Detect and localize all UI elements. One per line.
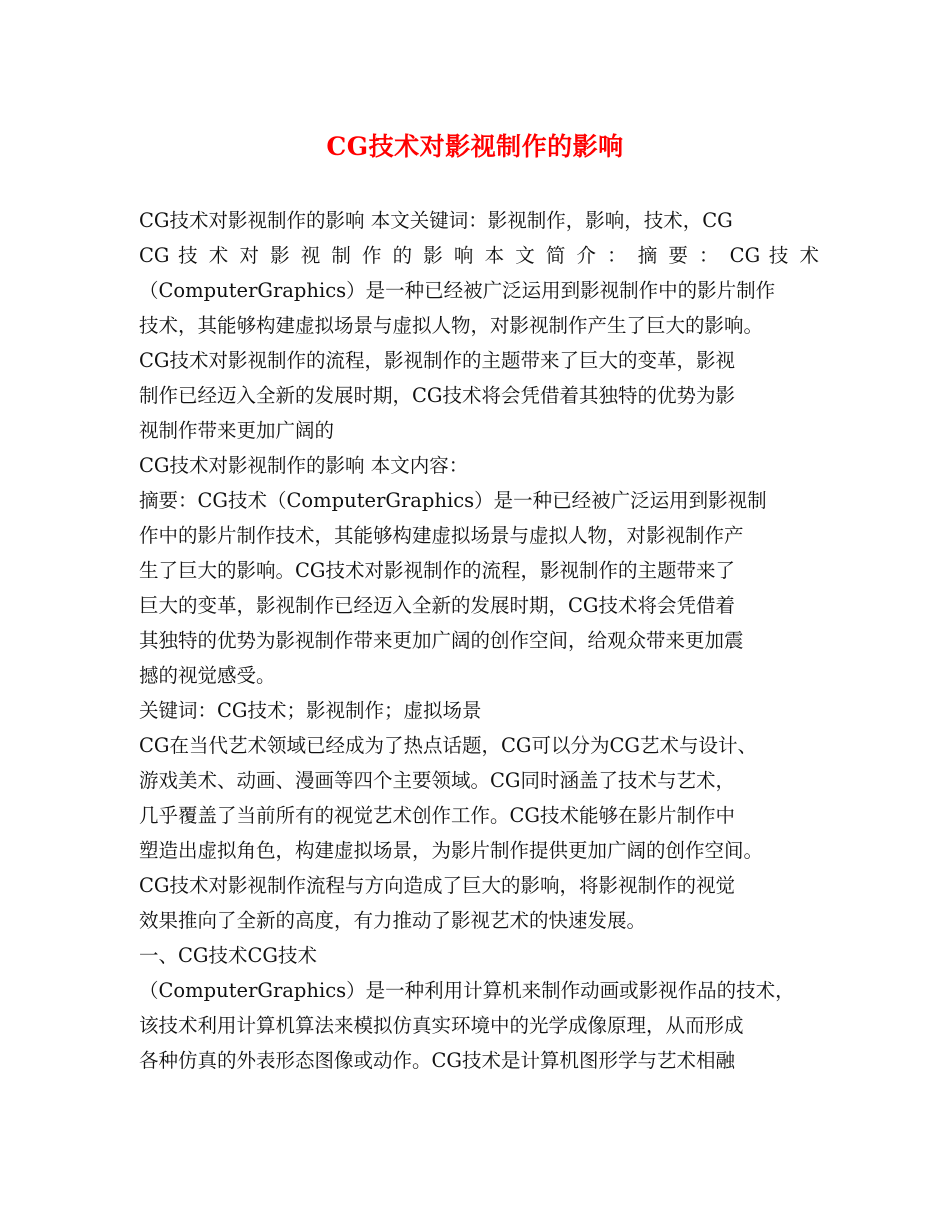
document-title: CG技术对影视制作的影响 [326, 132, 624, 161]
body-line: 作中的影片制作技术，其能够构建虚拟场景与虚拟人物，对影视制作产 [139, 524, 744, 547]
body-line: CG技术对影视制作的影响 本文关键词：影视制作，影响，技术，CG [139, 209, 733, 232]
body-line: 游戏美术、动画、漫画等四个主要领域。CG同时涵盖了技术与艺术， [139, 769, 735, 792]
body-line: 各种仿真的外表形态图像或动作。CG技术是计算机图形学与艺术相融 [139, 1049, 735, 1072]
body-line: CG技术对影视制作的流程，影视制作的主题带来了巨大的变革，影视 [139, 349, 735, 372]
body-line: 摘要：CG技术（ComputerGraphics）是一种已经被广泛运用到影视制 [139, 489, 767, 512]
body-line: 视制作带来更加广阔的 [139, 419, 335, 442]
body-line: 关键词：CG技术；影视制作；虚拟场景 [139, 699, 482, 722]
body-line: 生了巨大的影响。CG技术对影视制作的流程，影视制作的主题带来了 [139, 559, 735, 582]
body-line: 巨大的变革，影视制作已经迈入全新的发展时期，CG技术将会凭借着 [139, 594, 735, 617]
body-line: CG技术对影视制作的影响 本文内容： [139, 454, 469, 477]
body-line: （ComputerGraphics）是一种利用计算机来制作动画或影视作品的技术， [139, 979, 795, 1002]
body-line: 制作已经迈入全新的发展时期，CG技术将会凭借着其独特的优势为影 [139, 384, 735, 407]
body-line: 塑造出虚拟角色，构建虚拟场景，为影片制作提供更加广阔的创作空间。 [139, 839, 764, 862]
document-body [139, 203, 819, 1078]
body-line: （ComputerGraphics）是一种已经被广泛运用到影视制作中的影片制作 [139, 279, 776, 302]
body-line: 技术，其能够构建虚拟场景与虚拟人物，对影视制作产生了巨大的影响。 [139, 314, 764, 337]
body-line: CG在当代艺术领域已经成为了热点话题，CG可以分为CG艺术与设计、 [139, 734, 757, 757]
section-heading: 一、CG技术CG技术 [139, 944, 317, 967]
body-line: 几乎覆盖了当前所有的视觉艺术创作工作。CG技术能够在影片制作中 [139, 804, 735, 827]
body-line: 其独特的优势为影视制作带来更加广阔的创作空间，给观众带来更加震 [139, 629, 744, 652]
body-line: 效果推向了全新的高度，有力推动了影视艺术的快速发展。 [139, 909, 647, 932]
body-line: 该技术利用计算机算法来模拟仿真实环境中的光学成像原理，从而形成 [139, 1014, 744, 1037]
body-line: CG 技 术 对 影 视 制 作 的 影 响 本 文 简 介 ： 摘 要 ： CG 技 术 [139, 244, 819, 267]
body-line: 撼的视觉感受。 [139, 664, 276, 687]
body-line: CG技术对影视制作流程与方向造成了巨大的影响，将影视制作的视觉 [139, 874, 735, 897]
